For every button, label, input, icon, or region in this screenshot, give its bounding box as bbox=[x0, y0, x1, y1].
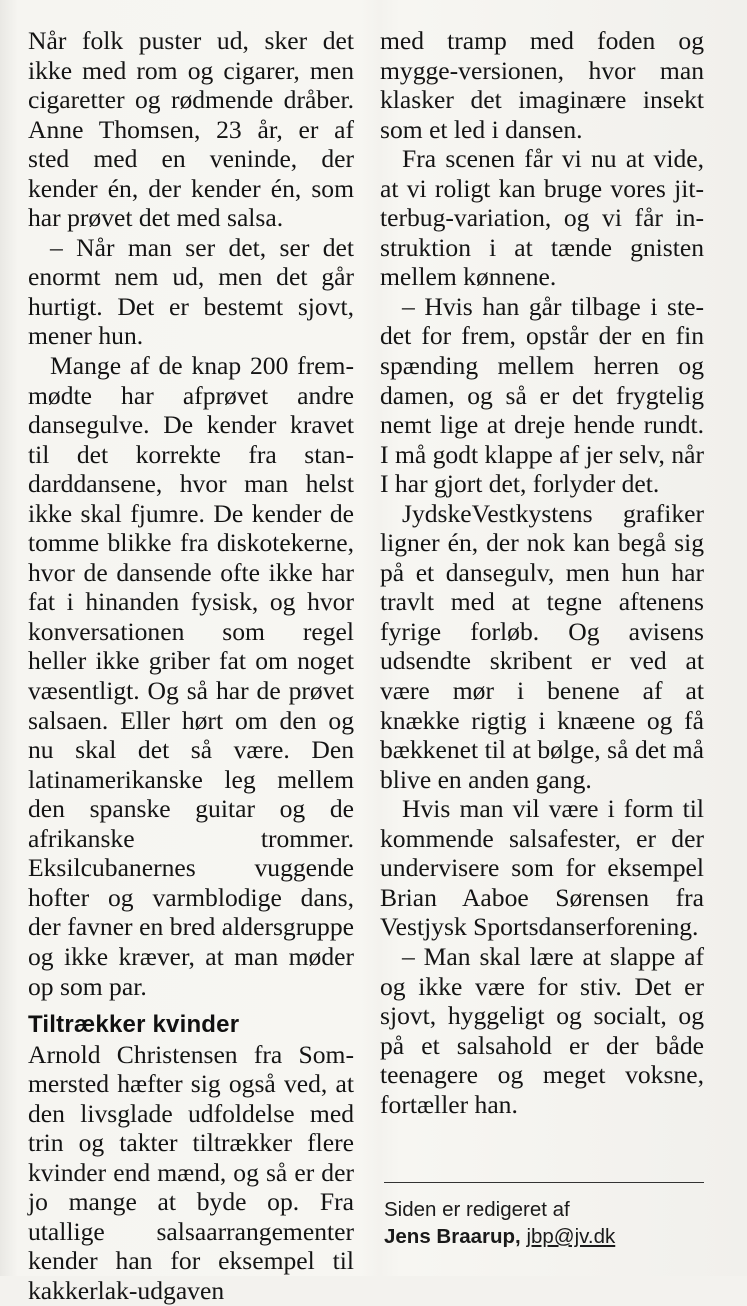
paragraph: med tramp med foden og mygge-versionen, hvor man klasker det imaginære insekt som et led i dansen. bbox=[380, 26, 704, 144]
subheading: Tiltrækker kvinder bbox=[28, 1011, 240, 1039]
paragraph: – Man skal lære at slappe af og ikke være for stiv. Det er sjovt, hyggeligt og socialt, og på et salsahold er der både teenagere og meget voksne, fortæller han. bbox=[380, 941, 704, 1119]
paragraph: – Hvis han går tilbage i stedet for frem, opstår der en fin spænding mellem herren og damen, og så er det frygtelig nemt lige at dreje hende rundt. I må godt klappe af jer selv, når I har gjort det, forlyder det. bbox=[380, 291, 704, 499]
paragraph: Hvis man vil være i form til kommende salsafester, er der undervisere som for eksempel Brian Aaboe Sørensen fra Vestjysk Sportsdanserforening. bbox=[380, 794, 704, 942]
paragraph: Mange af de knap 200 fremmødte har afprøvet andre dansegulve. De kender kravet til det korrekte fra standarddansene, hvor man helst ikke skal fjumre. De kender de tomme blikke fra diskotekerne, hvor de dansende ofte ikke har fat i hinanden fysisk, og hvor konversationen som regel heller ikke griber fat om noget væsentligt. Og så har de prøvet salsaen. Eller hørt om den og nu skal det så være. Den latinamerikanske leg mellem den spanske guitar og de afrikanske trommer. Eksilcubanernes vuggende hofter og varmblodige dans, der favner en bred aldersgruppe og ikke kræver, at man møder op som par. bbox=[28, 351, 354, 1001]
credit-line: Siden er redigeret af bbox=[384, 1198, 570, 1221]
divider-rule bbox=[384, 1182, 704, 1183]
editor-credit bbox=[384, 1196, 714, 1250]
paragraph: Når folk puster ud, sker det ikke med rom og cigarer, men cigaretter og rødmende dråber. Anne Thomsen, 23 år, er af sted med en veninde, der kender én, der kender én, som har prøvet det med salsa. bbox=[28, 26, 354, 233]
article-column-left bbox=[28, 26, 354, 1306]
editor-email-link[interactable]: jbp@jv.dk bbox=[526, 1225, 616, 1248]
credit-name-line bbox=[384, 1223, 714, 1250]
paragraph: – Når man ser det, ser det enormt nem ud, men det går hurtigt. Det er bestemt sjovt, mener hun. bbox=[28, 232, 354, 351]
paragraph: JydskeVestkystens grafiker ligner én, der nok kan begå sig på et dansegulv, men hun har travlt med at tegne aftenens fyrige forløb. Og avisens udsendte skribent er ved at være mør i benene af at knække rigtig i knæene og få bækkenet til at bølge, så det må blive en anden gang. bbox=[380, 498, 704, 794]
paragraph: Fra scenen får vi nu at vide, at vi roligt kan bruge vores jitterbug-variation, og vi får instruktion i at tænde gnisten mellem kønnene. bbox=[380, 144, 704, 292]
editor-name: Jens Braarup, bbox=[384, 1225, 521, 1248]
article-column-right bbox=[380, 26, 704, 1119]
paragraph: Arnold Christensen fra Sommersted hæfter sig også ved, at den livsglade udfoldelse med trin og takter tiltrækker flere kvinder end mænd, og så er der jo mange at byde op. Fra utallige salsaarrangementer kender han for eksempel til kakkerlak-udgaven bbox=[28, 1039, 354, 1305]
